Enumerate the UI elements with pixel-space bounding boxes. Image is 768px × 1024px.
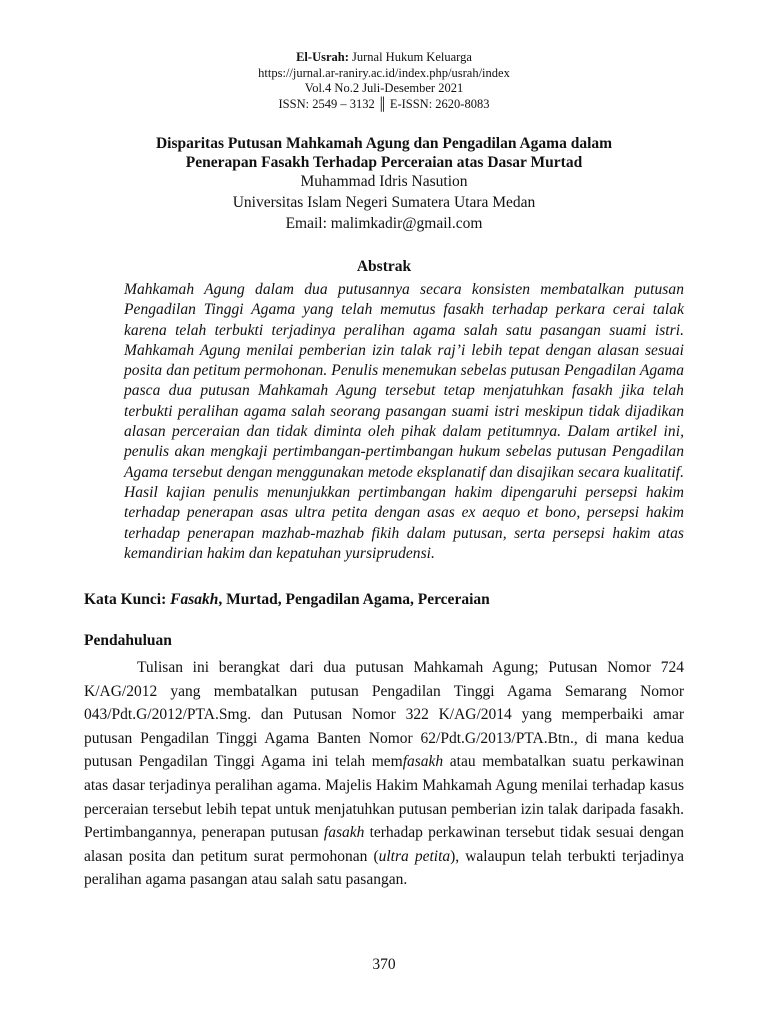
- article-title-line-2: Penerapan Fasakh Terhadap Perceraian atas Dasar Murtad: [185, 154, 583, 171]
- introduction-paragraph: [84, 656, 684, 892]
- journal-issn: ISSN: 2549 – 3132 ║ E-ISSN: 2620-8083: [278, 96, 490, 111]
- keyword-fasakh: Fasakh: [170, 591, 219, 608]
- intro-text-part-2: atau membatalkan suatu perkawinan atas dasar terjadinya peralihan agama. Majelis Hakim Mahkamah Agung menilai terhadap kasus perceraian tersebut lebih tepat untuk menjatuhkan putusan pemberian izin talak daripada fasakh. Pertimbangannya, penerapan putusan: [84, 753, 684, 842]
- intro-italic-ultra-petita: ultra petita: [378, 847, 451, 865]
- page-number: 370: [372, 956, 396, 973]
- keywords-label: Kata Kunci:: [84, 591, 171, 608]
- journal-name: El-Usrah:: [296, 50, 349, 64]
- keywords-line: [84, 591, 684, 609]
- keywords-rest: , Murtad, Pengadilan Agama, Perceraian: [218, 591, 490, 608]
- journal-subtitle: Jurnal Hukum Keluarga: [348, 50, 472, 64]
- author-email: Email: malimkadir@gmail.com: [285, 215, 483, 232]
- section-heading-pendahuluan: Pendahuluan: [84, 632, 172, 649]
- abstract-heading: Abstrak: [356, 258, 412, 275]
- journal-volume: Vol.4 No.2 Juli-Desember 2021: [304, 81, 464, 95]
- intro-italic-fasakh-2: fasakh: [323, 824, 365, 842]
- intro-text-part-3: terhadap perkawinan tersebut tidak sesuai dengan alasan posita dan petitum surat permohonan (: [84, 824, 684, 865]
- article-title: [0, 134, 768, 172]
- journal-title-line: [0, 50, 768, 66]
- article-title-line-1: Disparitas Putusan Mahkamah Agung dan Pengadilan Agama dalam: [155, 135, 613, 152]
- author-block: [0, 171, 768, 234]
- intro-text-part-1: Tulisan ini berangkat dari dua putusan Mahkamah Agung; Putusan Nomor 724 K/AG/2012 yang membatalkan putusan Pengadilan Tinggi Agama Semarang Nomor 043/Pdt.G/2012/PTA.Smg. dan Putusan Nomor 322 K/AG/2014 yang memperbaiki amar putusan Pengadilan Tinggi Agama Banten Nomor 62/Pdt.G/2013/PTA.Btn., di mana kedua putusan Pengadilan Tinggi Agama ini telah mem: [84, 659, 684, 771]
- intro-italic-fasakh-1: fasakh: [402, 753, 444, 771]
- author-affiliation: Universitas Islam Negeri Sumatera Utara Medan: [232, 194, 536, 211]
- intro-text-part-4: ), walaupun telah terbukti terjadinya peralihan agama pasangan atau salah satu pasangan.: [84, 847, 684, 889]
- journal-header: [0, 50, 768, 112]
- author-name: Muhammad Idris Nasution: [300, 173, 468, 190]
- abstract-text: Mahkamah Agung dalam dua putusannya secara konsisten membatalkan putusan Pengadilan Tinggi Agama yang telah memutus fasakh terhadap perkara cerai talak karena telah terbukti terjadinya peralihan agama salah satu pasangan suami istri. Mahkamah Agung menilai pemberian izin talak raj’i lebih tepat dengan alasan sesuai posita dan petitum permohonan. Penulis menemukan sebelas putusan Pengadilan Agama pasca dua putusan Mahkamah Agung tersebut tetap menjatuhkan fasakh jika telah terbukti peralihan agama salah seorang pasangan suami istri meskipun tidak dijadikan alasan perceraian dan tidak diminta oleh pihak dalam petitumnya. Dalam artikel ini, penulis akan mengkaji pertimbangan-pertimbangan hukum sebelas putusan Pengadilan Agama tersebut dengan menggunakan metode eksplanatif dan disajikan secara kualitatif. Hasil kajian penulis menunjukkan pertimbangan hakim dipengaruhi persepsi hakim terhadap penerapan asas ultra petita dengan asas ex aequo et bono, persepsi hakim terhadap penerapan mazhab-mazhab fikih dalam putusan, serta persepsi hakim atas kemandirian hakim dan kepatuhan yursiprudensi.: [124, 281, 684, 562]
- journal-url: https://jurnal.ar-raniry.ac.id/index.php/usrah/index: [258, 65, 510, 80]
